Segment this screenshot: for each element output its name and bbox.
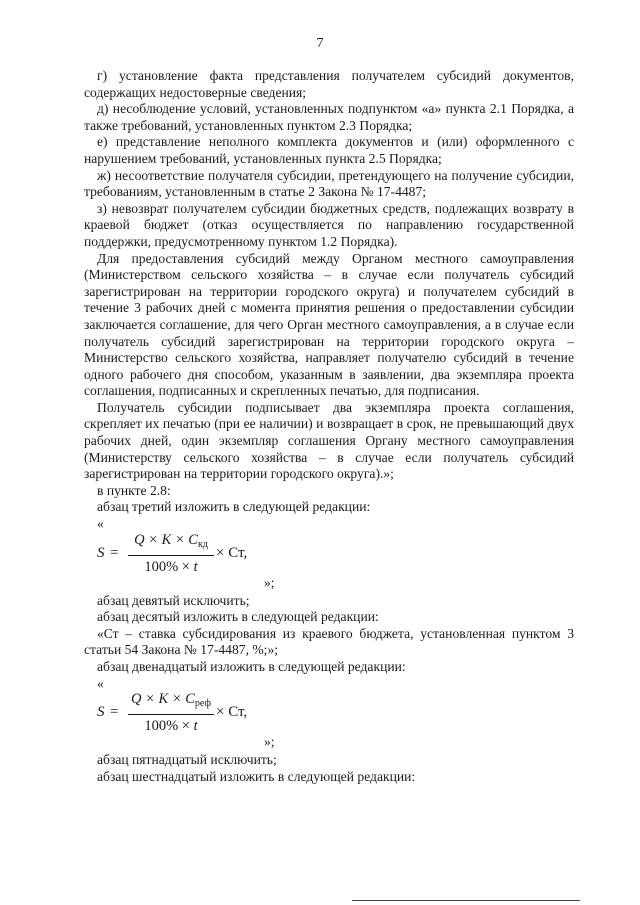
formula-1-fraction-bar	[128, 555, 214, 556]
page-number: 7	[316, 36, 324, 51]
formula-1-s: S	[97, 544, 105, 561]
formula-2-tail: × Ст,	[216, 704, 248, 721]
formula-1-eq: =	[110, 544, 119, 561]
formula-2-eq: =	[110, 704, 119, 721]
formula-1	[84, 516, 574, 593]
paragraph-zh: ж) несоответствие получателя субсидии, претендующего на получение субсидии, требованиям, установленным в статье 2 Закона № 17-4487;	[84, 167, 574, 200]
formula-2	[84, 676, 574, 753]
document-body	[84, 68, 574, 785]
formula-1-numerator-sub: кд	[197, 538, 208, 550]
paragraph-z: з) невозврат получателем субсидии бюджетных средств, подлежащих возврату в краевой бюджет (отказ осуществляется по направлению государственной поддержки, предусмотренному пунктом 1.2 Порядка).	[84, 200, 574, 249]
formula-1-denominator-t: t	[193, 558, 198, 575]
formula-2-fraction-bar	[128, 714, 214, 715]
line-st-definition: «Ст – ставка субсидирования из краевого бюджета, установленная пунктом 3 статьи 54 Закона № 17-4487, %;»;	[84, 625, 574, 658]
footer-rule	[352, 900, 580, 901]
line-paragraph-16: абзац шестнадцатый изложить в следующей редакции:	[97, 768, 416, 784]
formula-2-denominator-t: t	[193, 718, 198, 735]
line-paragraph-12: абзац двенадцатый изложить в следующей редакции:	[97, 659, 406, 674]
formula-1-tail: × Ст,	[216, 544, 248, 561]
formula-1-close: »;	[264, 574, 275, 590]
formula-2-numerator: Q × K × C	[131, 691, 195, 708]
paragraph-signing: Получатель субсидии подписывает два экземпляра проекта соглашения, скрепляет их печатью (при ее наличии) и возвращает в срок, не превышающий двух рабочих дней, один экземпляр соглашения Органу местного самоуправления (Министерству сельского хозяйства – в случае если получатель субсидий зарегистрирован на территории городского округа).»;	[84, 399, 574, 482]
formula-2-s: S	[97, 704, 105, 721]
paragraph-agreement: Для предоставления субсидий между Органом местного самоуправления (Министерством сельского хозяйства – в случае если получатель субсидий зарегистрирован на территории городского округа) и получателем субсидий в течение 3 рабочих дней с момента принятия решения о предоставлении субсидии заключается соглашение, для чего Орган местного самоуправления, а в случае если получатель субсидий зарегистрирован на территории городского округа – Министерство сельского хозяйства, направляет получателю субсидий в течение одного рабочего дня способом, указанным в заявлении, два экземпляра проекта соглашения, подписанных и скрепленных печатью, для подписания.	[84, 250, 574, 399]
formula-1-denominator: 100% ×	[144, 558, 194, 575]
line-in-point: в пункте 2.8:	[97, 482, 171, 498]
line-paragraph-15: абзац пятнадцатый исключить;	[97, 752, 277, 768]
formula-2-numerator-sub: реф	[194, 698, 211, 710]
paragraph-g: г) установление факта представления получателем субсидий документов, содержащих недостоверные сведения;	[84, 68, 574, 100]
formula-1-open-quote: «	[97, 516, 104, 532]
paragraph-e: е) представление неполного комплекта документов и (или) оформленного с нарушением требований, установленных пункта 2.5 Порядка;	[84, 134, 574, 166]
formula-2-denominator: 100% ×	[144, 718, 194, 735]
formula-1-fraction	[128, 531, 214, 576]
paragraph-d: д) несоблюдение условий, установленных подпунктом «а» пункта 2.1 Порядка, а также требований, установленных пунктом 2.3 Порядка;	[84, 101, 574, 133]
formula-2-open-quote: «	[97, 675, 104, 691]
line-paragraph-10: абзац десятый изложить в следующей редакции:	[97, 609, 379, 625]
formula-1-numerator: Q × K × C	[134, 531, 198, 548]
line-paragraph-3: абзац третий изложить в следующей редакции:	[97, 499, 371, 515]
line-paragraph-9: абзац девятый исключить;	[97, 592, 250, 608]
formula-2-fraction	[128, 690, 214, 735]
formula-2-close: »;	[264, 734, 275, 750]
